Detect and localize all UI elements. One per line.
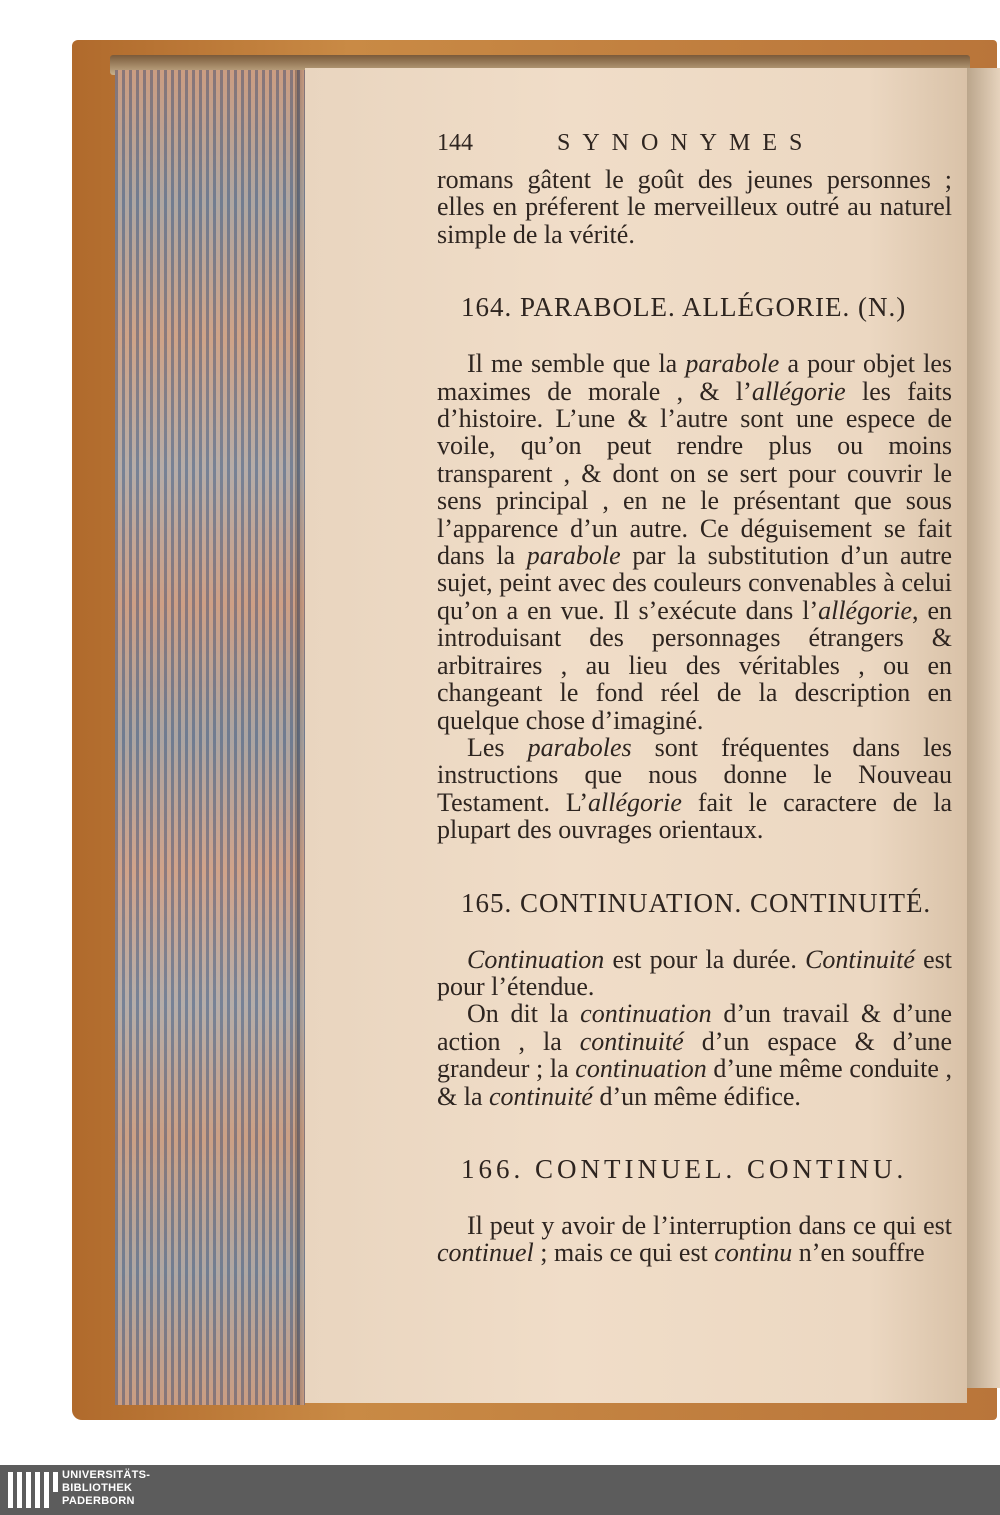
text-run: Les [467, 732, 528, 762]
text-run: est pour la durée. [604, 944, 806, 974]
italic-term: continuation [575, 1054, 707, 1084]
text-run: d’un même édifice. [592, 1081, 801, 1111]
section-heading-164: 164. PARABOLE. ALLÉGORIE. (N.) [461, 292, 907, 323]
text-run: les faits d’histoire. L’une & l’autre sont une espece de voile, qu’on peut rendre plus ou moins transparent , & dont on se sert pour couvrir le sens principal , en ne le présentant que sous l’apparence d’un autre. Ce déguisement se fait dans la [437, 376, 952, 571]
text-run: Il me semble que la [467, 349, 686, 379]
italic-term: parabole [526, 541, 621, 571]
library-name-line-1: UNIVERSITÄTS- [62, 1469, 151, 1481]
library-name-line-2: BIBLIOTHEK [62, 1482, 133, 1494]
marbled-fore-edge [115, 70, 305, 1405]
text-run: est pour l’étendue. [437, 944, 952, 1001]
section-164-paragraph-2 [437, 734, 952, 844]
library-name-line-3: PADERBORN [62, 1495, 135, 1507]
page-text [437, 130, 952, 1267]
library-name [62, 1469, 150, 1508]
section-165-paragraph-1 [437, 946, 952, 1001]
italic-term: Continuation [467, 944, 605, 974]
text-run: n’en souffre [792, 1238, 925, 1268]
text-run: Il peut y avoir de l’interruption dans ce qui est [467, 1210, 952, 1240]
page-number: 144 [437, 130, 473, 156]
facing-page-edge [966, 68, 1000, 1388]
italic-term: Continuité [805, 944, 915, 974]
italic-term: continu [714, 1238, 793, 1268]
text-run: d’un travail & d’une action , la [437, 999, 952, 1056]
text-run: ; mais ce qui est [533, 1238, 715, 1268]
library-logo-icon [8, 1472, 58, 1508]
text-run: a pour objet les maximes de morale , & l’ [437, 349, 952, 406]
italic-term: continuel [437, 1238, 534, 1268]
italic-term: paraboles [527, 732, 632, 762]
running-head-title: SYNONYMES [557, 130, 815, 156]
italic-term: allégorie [588, 787, 682, 817]
text-run: sont fréquentes dans les instructions que nous donne le Nouveau Testament. L’ [437, 732, 952, 817]
italic-term: continuité [579, 1026, 684, 1056]
italic-term: allégorie [818, 595, 912, 625]
library-footer [0, 1465, 1000, 1515]
section-heading-166: 166. CONTINUEL. CONTINU. [461, 1153, 908, 1184]
text-run: On dit la [467, 999, 581, 1029]
text-run: d’un espace & d’une grandeur ; la [437, 1026, 952, 1084]
text-run: , en introduisant des personnages étrangers & arbitraires , au lieu des véritables , ou en changeant le fond réel de la description en quelque chose d’imaginé. [437, 595, 952, 735]
running-head [437, 130, 952, 166]
section-heading-165: 165. CONTINUATION. CONTINUITÉ. [461, 887, 932, 918]
italic-term: parabole [685, 349, 780, 379]
text-run: d’une même conduite , & la [437, 1054, 952, 1111]
italic-term: continuité [489, 1081, 593, 1111]
intro-paragraph: romans gâtent le goût des jeunes personnes ; elles en préferent le merveilleux outré au naturel simple de la vérité. [437, 165, 952, 249]
section-165-paragraph-2 [437, 1000, 952, 1110]
text-run: fait le caractere de la plupart des ouvrages orientaux. [437, 787, 952, 845]
italic-term: continuation [580, 999, 712, 1029]
section-166-paragraph-1 [437, 1212, 952, 1267]
text-run: par la substitution d’un autre sujet, peint avec des couleurs convenables à celui qu’on a en vue. Il s’exécute dans l’ [437, 541, 953, 625]
italic-term: allégorie [751, 376, 846, 406]
section-164-paragraph-1 [437, 350, 952, 734]
